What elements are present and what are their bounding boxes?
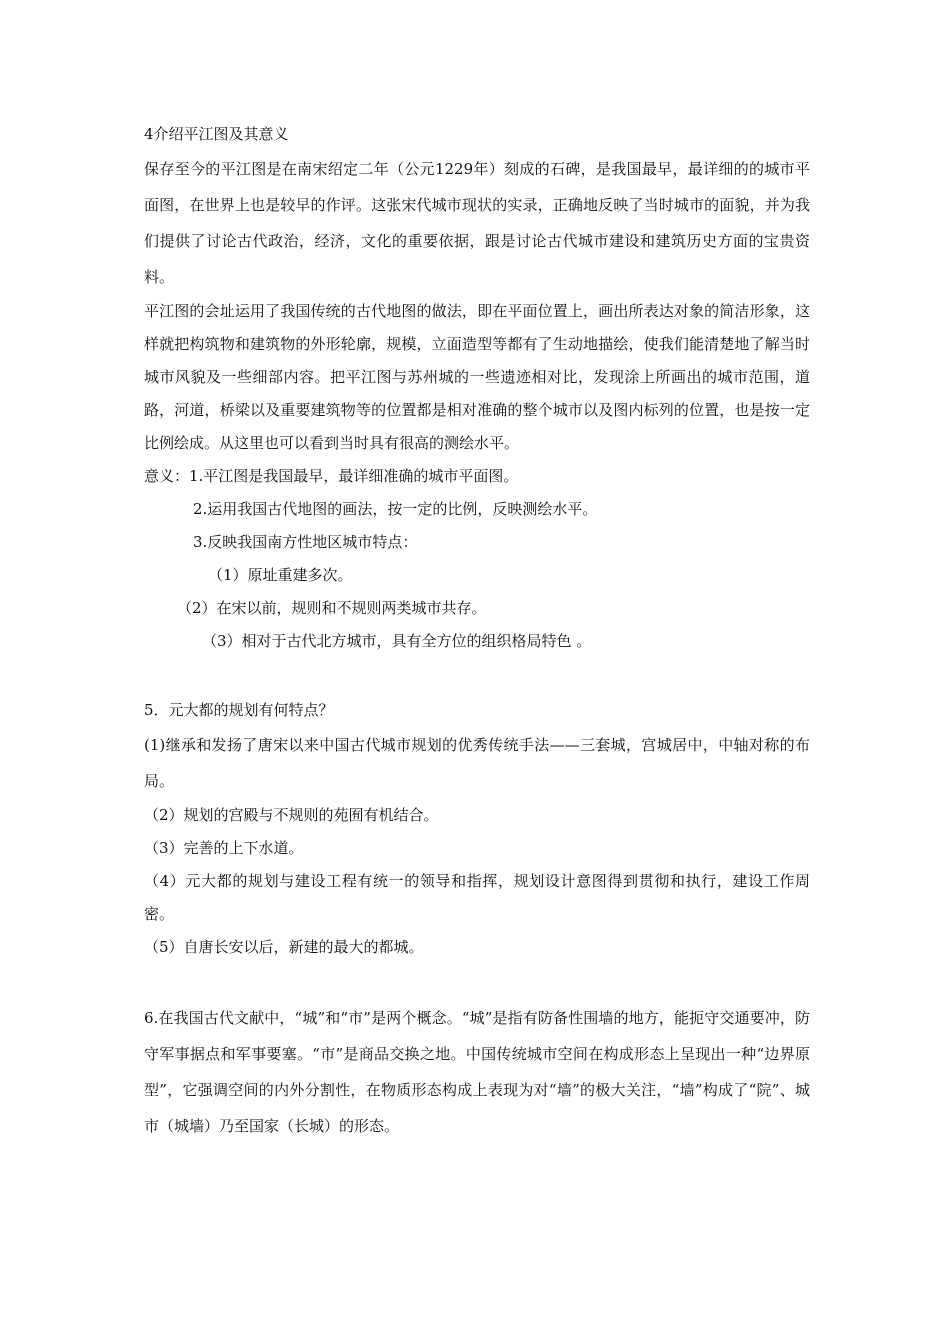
section-5-item-4: （4）元大都的规划与建设工程有统一的领导和指挥，规划设计意图得到贯彻和执行，建设工作周密。 — [144, 872, 810, 923]
section-spacer — [144, 964, 810, 1000]
section-5-heading: 5．元大都的规划有何特点？ — [144, 701, 334, 719]
section-5-item-3: （3）完善的上下水道。 — [144, 839, 304, 857]
section-4-meaning-1: 意义：1.平江图是我国最早，最详细准确的城市平面图。 — [144, 467, 519, 485]
section-4-subpoint-3: （3）相对于古代北方城市，具有全方位的组织格局特色 。 — [202, 632, 592, 650]
section-5-item-5: （5）自唐长安以后，新建的最大的都城。 — [144, 938, 424, 956]
document-body — [144, 118, 810, 1144]
section-5-item-1: (1)继承和发扬了唐宋以来中国古代城市规划的优秀传统手法——三套城，宫城居中，中轴对称的布局。 — [144, 736, 810, 790]
section-spacer — [144, 658, 810, 694]
section-4-paragraph-1: 保存至今的平江图是在南宋绍定二年（公元1229年）刻成的石碑，是我国最早，最详细的的城市平面图，在世界上也是较早的作评。这张宋代城市现状的实录，正确地反映了当时城市的面貌，并为我们提供了讨论古代政治，经济，文化的重要依据，跟是讨论古代城市建设和建筑历史方面的宝贵资料。 — [144, 160, 810, 286]
section-4-meaning-3: 3.反映我国南方性地区城市特点： — [193, 533, 418, 551]
section-6-paragraph: 6.在我国古代文献中，“城”和“市”是两个概念。“城”是指有防备性围墙的地方，能扼守交通要冲，防守军事据点和军事要塞。“市”是商品交换之地。中国传统城市空间在构成形态上呈现出一种“边界原型”，它强调空间的内外分割性，在物质形态构成上表现为对“墙”的极大关注，“墙”构成了“院”、城市（城墙）乃至国家（长城）的形态。 — [144, 1009, 810, 1135]
section-4-meaning-2: 2.运用我国古代地图的画法，按一定的比例，反映测绘水平。 — [193, 500, 598, 518]
section-5-item-2: （2）规划的宫殿与不规则的苑囿有机结合。 — [144, 806, 439, 824]
section-4-paragraph-2: 平江图的会址运用了我国传统的古代地图的做法，即在平面位置上，画出所表达对象的简洁形象，这样就把构筑物和建筑物的外形轮廓，规模，立面造型等都有了生动地描绘，使我们能清楚地了解当时城市风貌及一些细部内容。把平江图与苏州城的一些遗迹相对比，发现涂上所画出的城市范围，道路，河道，桥梁以及重要建筑物等的位置都是相对准确的整个城市以及图内标列的位置，也是按一定比例绘成。从这里也可以看到当时具有很高的测绘水平。 — [144, 302, 810, 452]
section-4-subpoint-2: （2）在宋以前，规则和不规则两类城市共存。 — [177, 599, 487, 617]
section-4-subpoint-1: （1）原址重建多次。 — [208, 566, 353, 584]
section-4-heading: 4介绍平江图及其意义 — [144, 125, 289, 143]
